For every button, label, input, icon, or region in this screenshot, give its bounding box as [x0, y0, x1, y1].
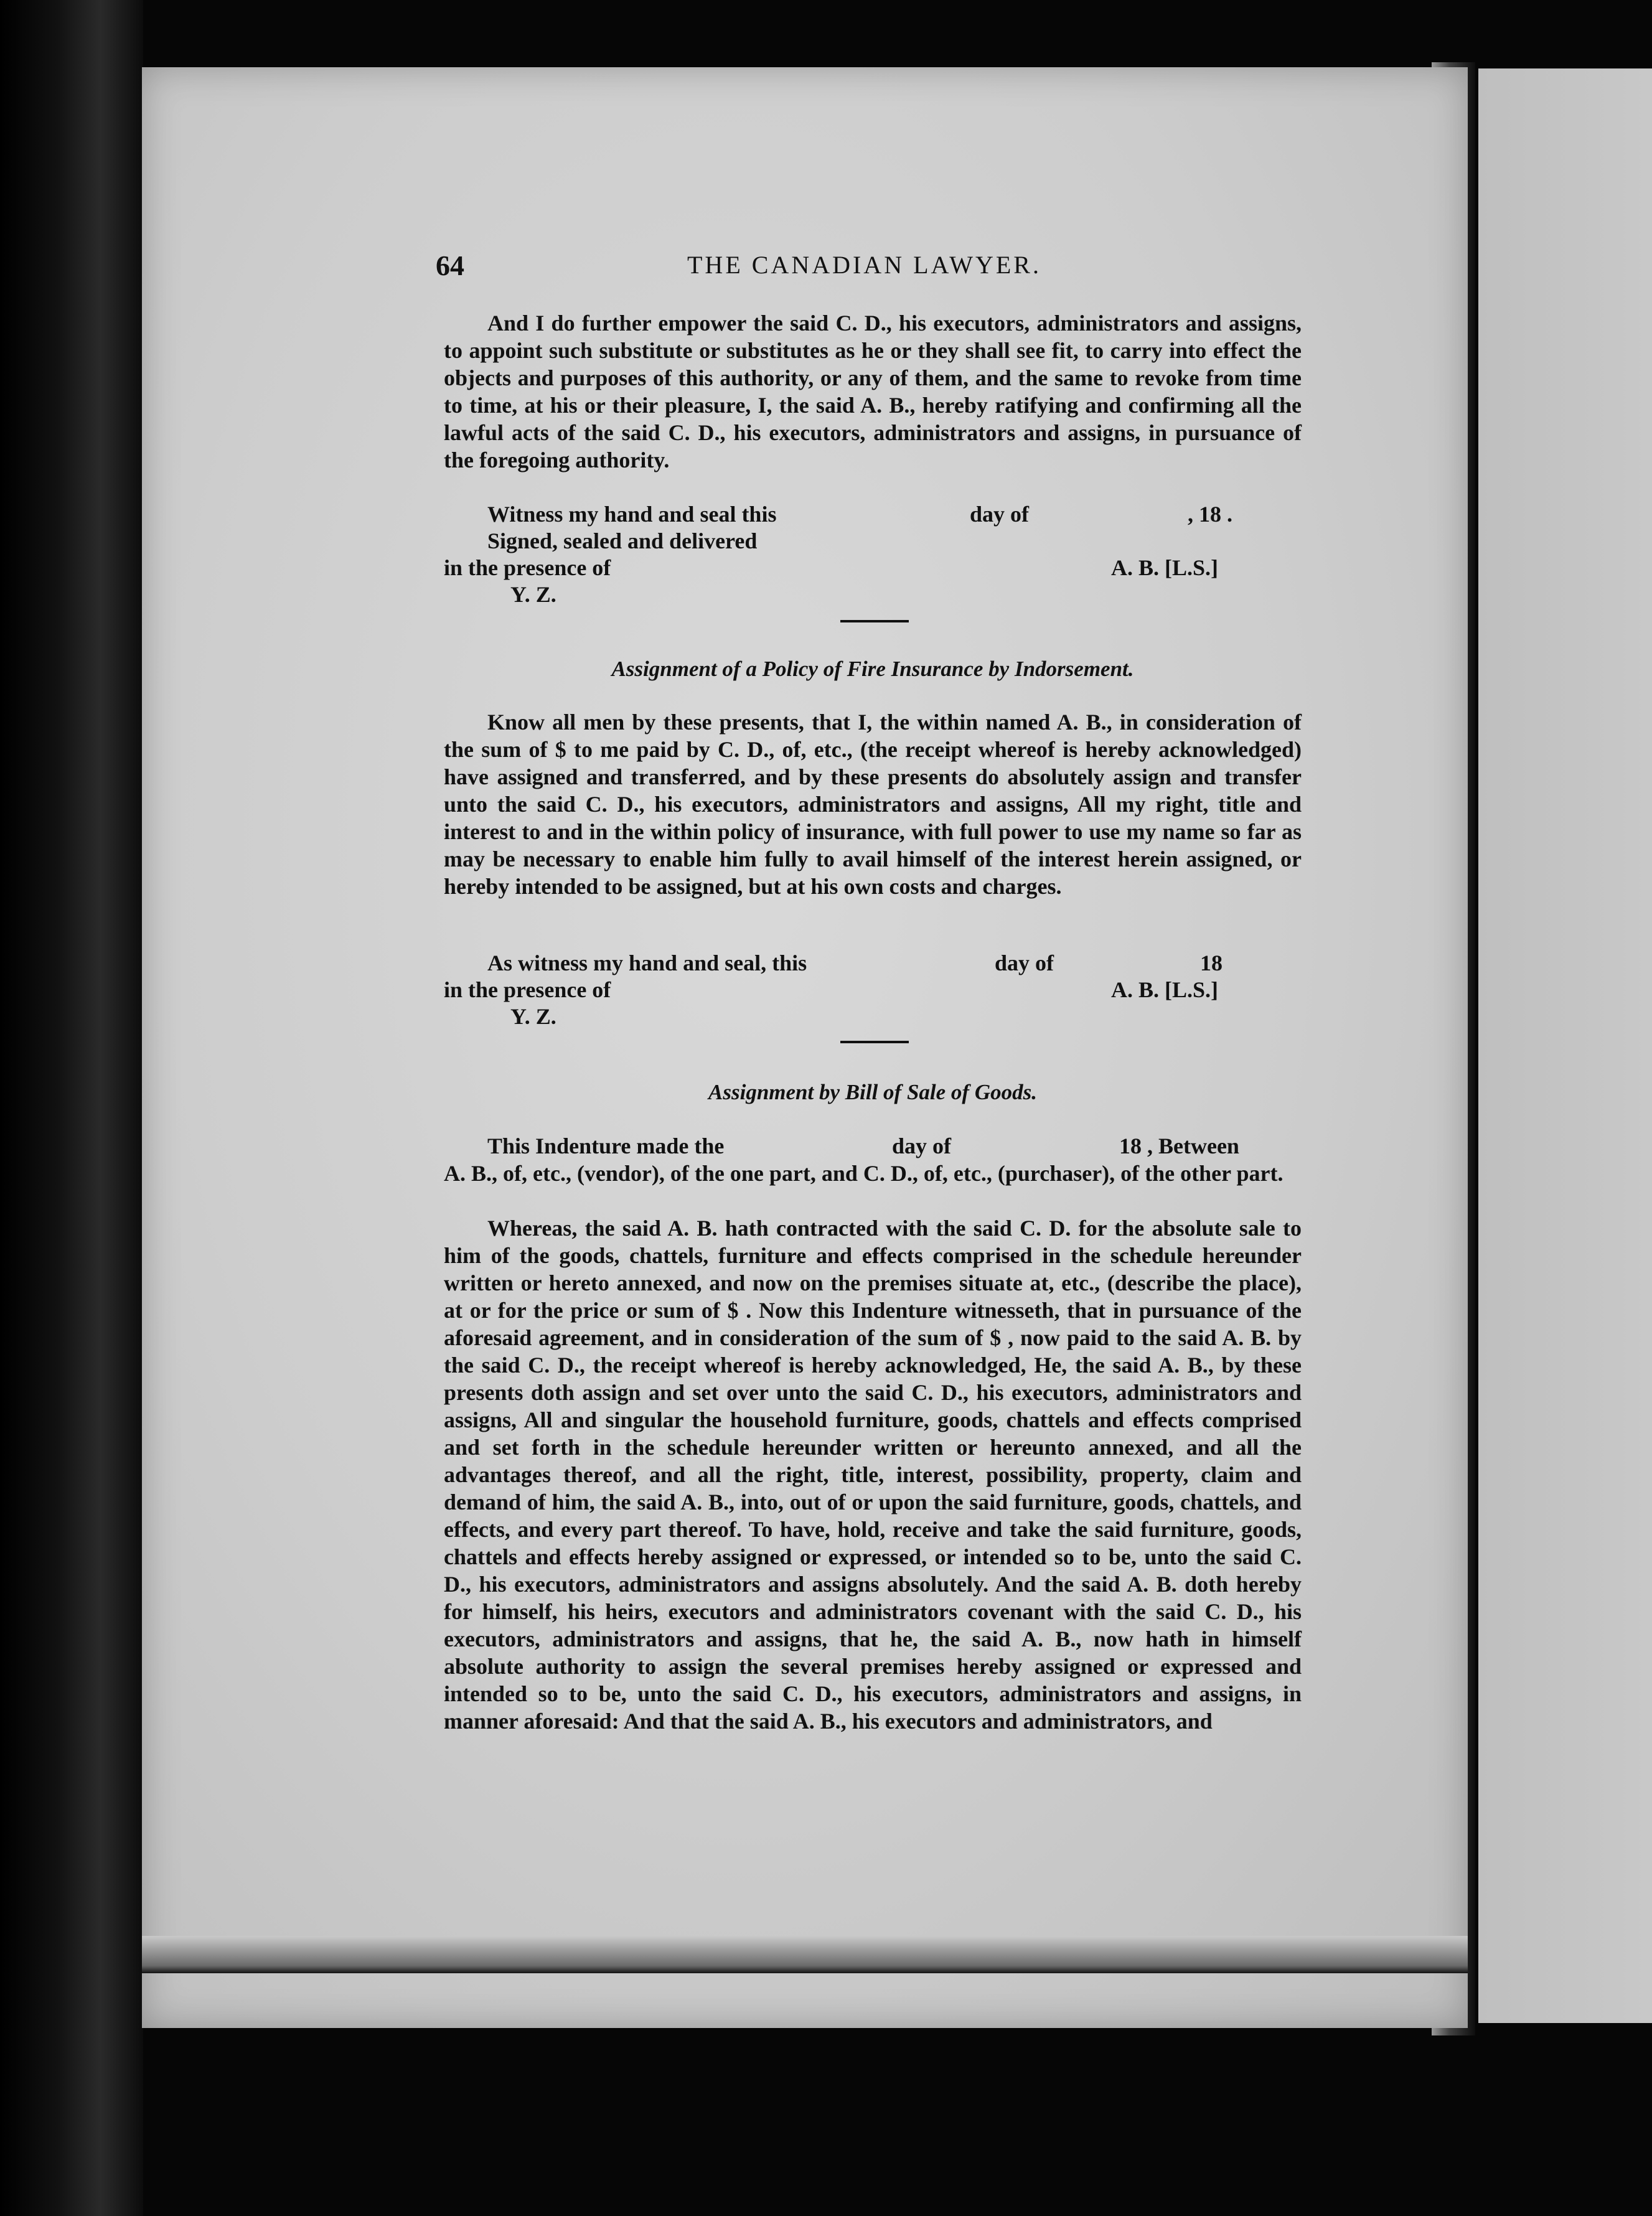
witness-line-text-2: As witness my hand and seal, this: [487, 951, 807, 975]
presence-line-2: in the presence of: [444, 977, 611, 1002]
page-bottom-edge: [142, 1936, 1468, 1973]
witness-year-2: 18: [1200, 951, 1223, 975]
signed-sealed-line: Signed, sealed and delivered: [487, 528, 758, 553]
page-header: [436, 249, 1320, 286]
book-binding-left: [0, 0, 143, 2216]
witness-name-2: Y. Z.: [510, 1004, 556, 1029]
running-title: THE CANADIAN LAWYER.: [687, 251, 1041, 279]
fire-insurance-paragraph: Know all men by these presents, that I, the within named A. B., in consideration of the sum of $ to me paid by C. D., of, etc., (the receipt whereof is hereby acknowledged) have assigned and transferred, and by these presents do absolutely assign and transfer unto the said C. D., his executors, administrators and assigns, All my right, title and interest to and in the within policy of insurance, with full power to use my name so far as may be necessary to enable him fully to avail himself of the interest herein assigned, or hereby intended to be assigned, but at his own costs and charges.: [444, 710, 1302, 899]
section-title-bill-of-sale: Assignment by Bill of Sale of Goods.: [708, 1080, 1037, 1104]
indenture-year-between: 18 , Between: [1119, 1134, 1239, 1158]
adjacent-page: [1478, 68, 1652, 2023]
presence-line: in the presence of: [444, 555, 611, 580]
witness-line-text: Witness my hand and seal this: [487, 502, 777, 527]
indenture-day-of: day of: [892, 1134, 952, 1158]
signature-ab-2: A. B. [L.S.]: [1111, 977, 1219, 1002]
bill-of-sale-paragraph: Whereas, the said A. B. hath contracted with the said C. D. for the absolute sale to him of the goods, chattels, furniture and effects comprised in the schedule hereunder written or hereto annexed, and now on the premises situate at, etc., (describe the place), at or for the price or sum of $ . Now this Indenture witnesseth, that in pursuance of the aforesaid agreement, and in consideration of the sum of $ , now paid to the said A. B. by the said C. D., the receipt whereof is hereby acknowledged, He, the said A. B., by these presents doth assign and set over unto the said C. D., his executors, administrators and assigns, All and singular the household furniture, goods, chattels and effects comprised and set forth in the schedule hereunder written or hereunto annexed, and all the advantages thereof, and all the right, title, interest, possibility, property, claim and demand of him, the said A. B., into, out of or upon the said furniture, goods, chattels, and effects, and every part thereof. To have, hold, receive and take the said furniture, goods, chattels and effects hereby assigned or expressed, or intended so to be, unto the said C. D., his executors, administrators and assigns absolutely. And the said A. B. doth hereby for himself, his heirs, executors and administrators covenant with the said C. D., his executors, administrators and assigns, that he, the said A. B., now hath in himself absolute authority to assign the several premises hereby assigned or expressed and intended so to be, unto the said C. D., his executors, administrators and assigns, in manner aforesaid: And that the said A. B., his executors and administrators, and: [444, 1216, 1302, 1734]
indenture-parties: A. B., of, etc., (vendor), of the one part, and C. D., of, etc., (purchaser), of the other part.: [444, 1161, 1284, 1186]
witness-day-of: day of: [970, 502, 1030, 527]
section-divider: [840, 620, 909, 622]
witness-year: , 18 .: [1188, 502, 1232, 527]
section-title-fire-insurance: Assignment of a Policy of Fire Insurance by Indorsement.: [611, 657, 1134, 681]
page-number: 64: [436, 250, 464, 281]
signature-ab: A. B. [L.S.]: [1111, 555, 1219, 580]
witness-day-of-2: day of: [995, 951, 1054, 975]
power-of-attorney-paragraph: And I do further empower the said C. D., his executors, administrators and assigns, to appoint such substitute or substitutes as he or they shall see fit, to carry into effect the objects and purposes of this authority, or any of them, and the same to revoke from time to time, at his or their pleasure, I, the said A. B., hereby ratifying and confirming all the lawful acts of the said C. D., his executors, administrators and assigns, in pursuance of the foregoing authority.: [444, 311, 1302, 472]
witness-name: Y. Z.: [510, 582, 556, 607]
section-divider-2: [840, 1041, 909, 1043]
indenture-opening: This Indenture made the: [487, 1134, 725, 1158]
